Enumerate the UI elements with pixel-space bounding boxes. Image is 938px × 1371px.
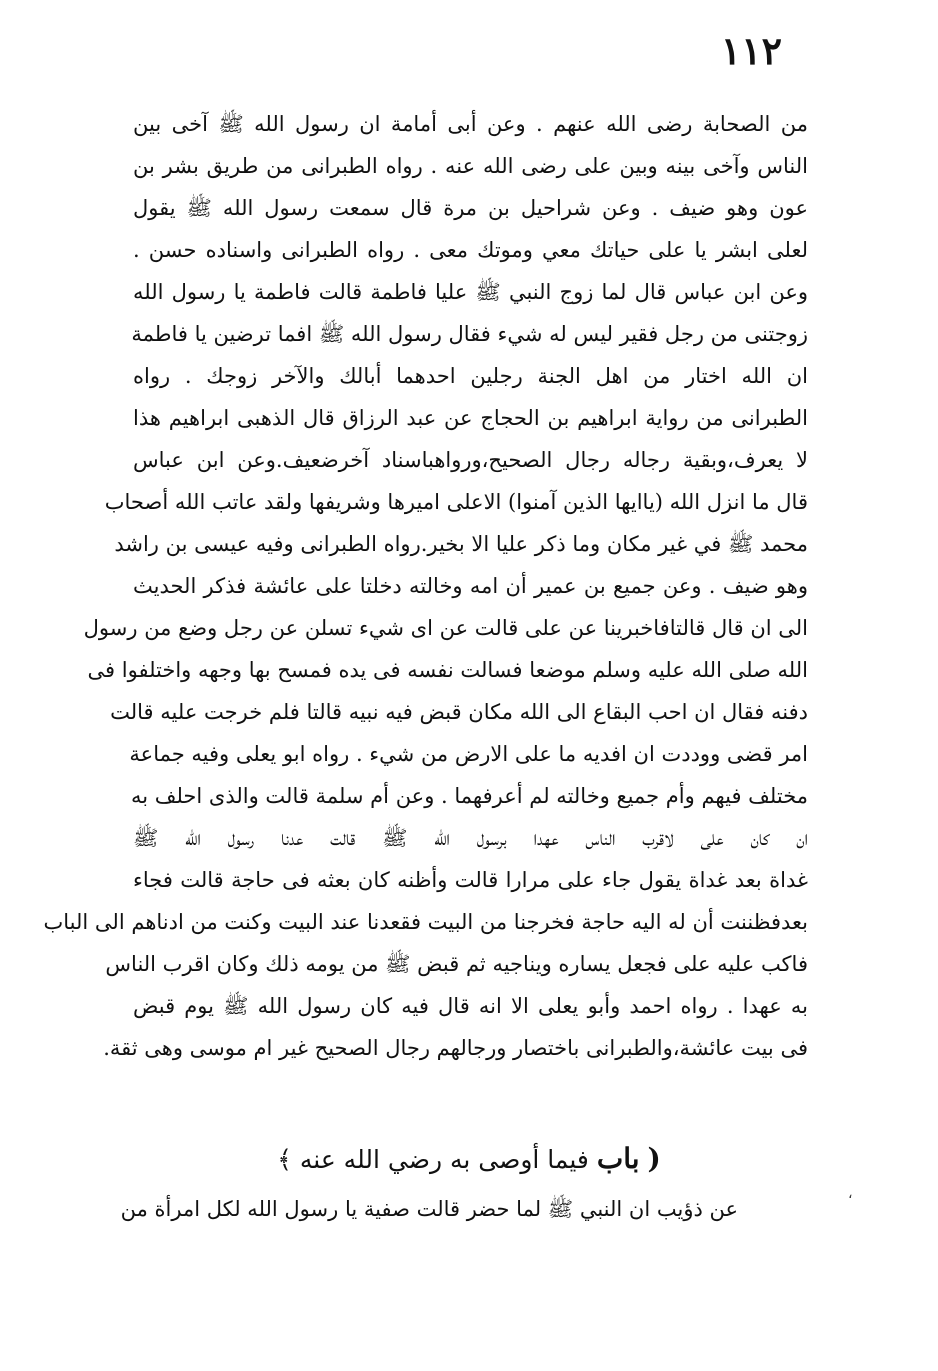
text-line: من الصحابة رضى الله عنهم . وعن أبى أمامة ان رسول الله ﷺ آخى بين xyxy=(133,112,808,136)
heading-bab: باب xyxy=(596,1142,640,1175)
heading-close-mark: ﴾ xyxy=(277,1145,292,1174)
text-line: فاكب عليه على فجعل يساره ويناجيه ثم قبض ﷺ من يومه ذلك وكان اقرب الناس xyxy=(105,952,808,976)
heading-title: فيما أوصى به رضي الله عنه xyxy=(299,1145,589,1174)
text-line: قال ما انزل الله (ياايها الذين آمنوا) الاعلى اميرها وشريفها ولقد عاتب الله أصحاب xyxy=(104,490,808,514)
body-text xyxy=(43,103,808,1069)
text-line: فى بيت عائشة،والطبرانى باختصار ورجالهم رجال الصحيح غير ام موسى وهى ثقة. xyxy=(103,1036,808,1060)
text-line: الطبرانى من رواية ابراهيم بن الحجاج عن عبد الرزاق قال الذهبى ابراهيم هذا xyxy=(133,406,808,430)
text-line: محمد ﷺ في غير مكان وما ذكر عليا الا بخير.رواه الطبرانى وفيه عيسى بن راشد xyxy=(114,532,808,556)
heading-open-bracket: ( xyxy=(647,1142,661,1175)
chapter-heading xyxy=(0,1138,938,1181)
text-line: الله صلى الله عليه وسلم موضعا فسالت نفسه فى يده فمسح بها وجهه واختلفوا فى xyxy=(87,658,808,682)
text-line: وهو ضيف . وعن جميع بن عمير أن امه وخالته دخلتا على عائشة فذكر الحديث xyxy=(133,574,808,598)
text-line: لا يعرف،وبقية رجاله رجال الصحيح،ورواهباسناد آخرضعيف.وعن ابن عباس xyxy=(133,448,808,472)
text-line: عون وهو ضيف . وعن شراحيل بن مرة قال سمعت رسول الله ﷺ يقول xyxy=(133,196,808,220)
closing-text xyxy=(120,1188,738,1230)
text-line: عن ذؤيب ان النبي ﷺ لما حضر قالت صفية يا رسول الله لكل امرأة من xyxy=(120,1197,738,1221)
text-line: به عهدا . رواه احمد وأبو يعلى الا انه قال فيه كان رسول الله ﷺ يوم قبض xyxy=(133,994,808,1018)
text-line: زوجتنى من رجل فقير ليس له شيء فقال رسول الله ﷺ افما ترضين يا فاطمة xyxy=(131,322,808,346)
text-line: امر قضى ووددت ان افديه ما على الارض من شيء . رواه ابو يعلى وفيه جماعة xyxy=(129,742,808,766)
text-line: بعدفظننت أن له اليه حاجة فخرجنا من البيت فقعدنا عند البيت وكنت من ادناهم الى الباب xyxy=(43,910,808,934)
text-line: وعن ابن عباس قال لما زوج النبي ﷺ عليا فاطمة قالت فاطمة يا رسول الله xyxy=(133,280,808,304)
text-line: الناس وآخى بينه وبين على رضى الله عنه . رواه الطبرانى من طريق بشر بن xyxy=(133,154,808,178)
text-line: مختلف فيهم وأم جميع وخالته لم أعرفهما . وعن أم سلمة قالت والذى احلف به xyxy=(130,784,808,808)
page-number: ١١٢ xyxy=(720,28,782,73)
text-line: الى ان قال قالتافاخبرينا عن على قالت عن اى شيء تسلن عن رجل وضع من رسول xyxy=(83,616,808,640)
text-line: دفنه فقال ان احب البقاع الى الله مكان قبض فيه نبيه قالتا فلم خرجت عليه قالت xyxy=(110,700,808,724)
margin-mark: ، xyxy=(848,1186,853,1202)
text-line: ان الله اختار من اهل الجنة رجلين احدهما أبالك والآخر زوجك . رواه xyxy=(133,364,808,388)
text-line: غداة بعد غداة يقول جاء على مرارا قالت وأظنه كان بعثه فى حاجة قالت فجاء xyxy=(133,868,808,892)
text-line: ان كان على لاقرب الناس عهدا برسول الله ﷺ قالت عدنا رسول الله ﷺ xyxy=(133,826,808,850)
text-line: لعلى ابشر يا على حياتك معي وموتك معى . رواه الطبرانى واسناده حسن . xyxy=(133,238,808,262)
